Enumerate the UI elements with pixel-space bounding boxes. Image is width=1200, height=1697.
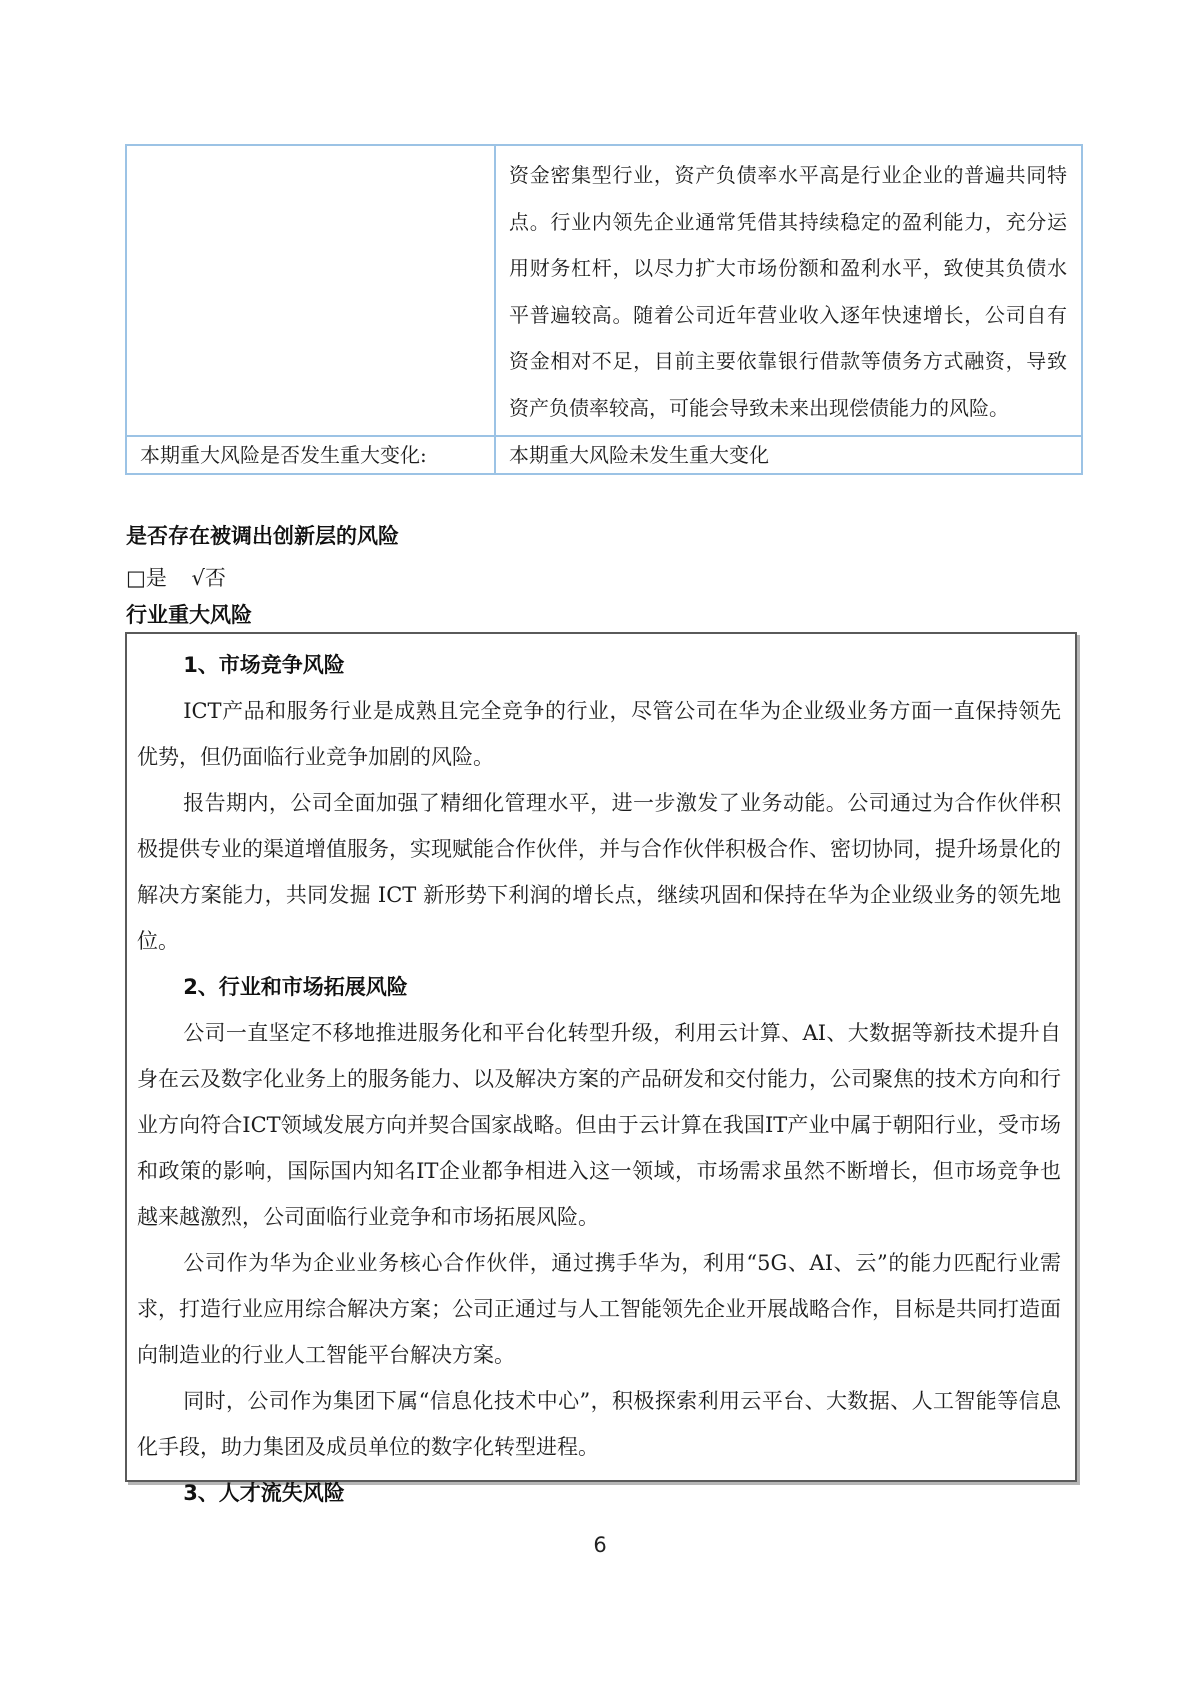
- risk-detail-value-cell: [495, 145, 1082, 436]
- risk-item-paragraph: 同时，公司作为集团下属“信息化技术中心”，积极探索利用云平台、大数据、人工智能等信息化手段，助力集团及成员单位的数字化转型进程。: [137, 1389, 1061, 1459]
- risk-summary-table: [125, 144, 1083, 475]
- table-row: [126, 145, 1082, 436]
- innovation-risk-options: [126, 562, 244, 592]
- innovation-risk-heading: 是否存在被调出创新层的风险: [126, 524, 399, 548]
- page-number: 6: [593, 1533, 607, 1557]
- risk-detail-paragraph: 资金密集型行业，资产负债率水平高是行业企业的普遍共同特点。行业内领先企业通常凭借其持续稳定的盈利能力，充分运用财务杠杆，以尽力扩大市场份额和盈利水平，致使其负债水平普遍较高。随着公司近年营业收入逐年快速增长，公司自有资金相对不足，目前主要依靠银行借款等债务方式融资，导致资产负债率较高，可能会导致未来出现偿债能力的风险。: [509, 163, 1067, 420]
- risk-item-paragraph: 报告期内，公司全面加强了精细化管理水平，进一步激发了业务动能。公司通过为合作伙伴积极提供专业的渠道增值服务，实现赋能合作伙伴，并与合作伙伴积极合作、密切协同，提升场景化的解决方案能力，共同发掘 ICT 新形势下利润的增长点，继续巩固和保持在华为企业级业务的领先地位。: [137, 791, 1061, 953]
- risk-item-paragraph: ICT产品和服务行业是成熟且完全竞争的行业，尽管公司在华为企业级业务方面一直保持领先优势，但仍面临行业竞争加剧的风险。: [137, 699, 1061, 769]
- industry-risk-box: [125, 632, 1077, 1505]
- risk-item-paragraph: 公司作为华为企业业务核心合作伙伴，通过携手华为，利用“5G、AI、云”的能力匹配行业需求，打造行业应用综合解决方案；公司正通过与人工智能领先企业开展战略合作，目标是共同打造面向制造业的行业人工智能平台解决方案。: [137, 1251, 1061, 1367]
- risk-change-label-cell: [126, 436, 495, 474]
- risk-change-value-cell: [495, 436, 1082, 474]
- risk-item-heading: 3、人才流失风险: [183, 1481, 345, 1505]
- risk-detail-label-cell: [126, 145, 495, 436]
- risk-item-paragraph: 公司一直坚定不移地推进服务化和平台化转型升级，利用云计算、AI、大数据等新技术提升自身在云及数字化业务上的服务能力、以及解决方案的产品研发和交付能力，公司聚焦的技术方向和行业方向符合ICT领域发展方向并契合国家战略。但由于云计算在我国IT产业中属于朝阳行业，受市场和政策的影响，国际国内知名IT企业都争相进入这一领域，市场需求虽然不断增长，但市场竞争也越来越激烈，公司面临行业竞争和市场拓展风险。: [137, 1021, 1061, 1229]
- risk-change-value: 本期重大风险未发生重大变化: [509, 443, 769, 467]
- table-row: [126, 436, 1082, 474]
- checkbox-option-no: √否: [191, 566, 226, 590]
- checkbox-option-yes: □是: [126, 566, 167, 590]
- industry-risk-heading: 行业重大风险: [126, 603, 252, 627]
- risk-item-heading: 1、市场竞争风险: [183, 653, 345, 677]
- risk-change-label: 本期重大风险是否发生重大变化:: [140, 443, 427, 467]
- risk-item-heading: 2、行业和市场拓展风险: [183, 975, 408, 999]
